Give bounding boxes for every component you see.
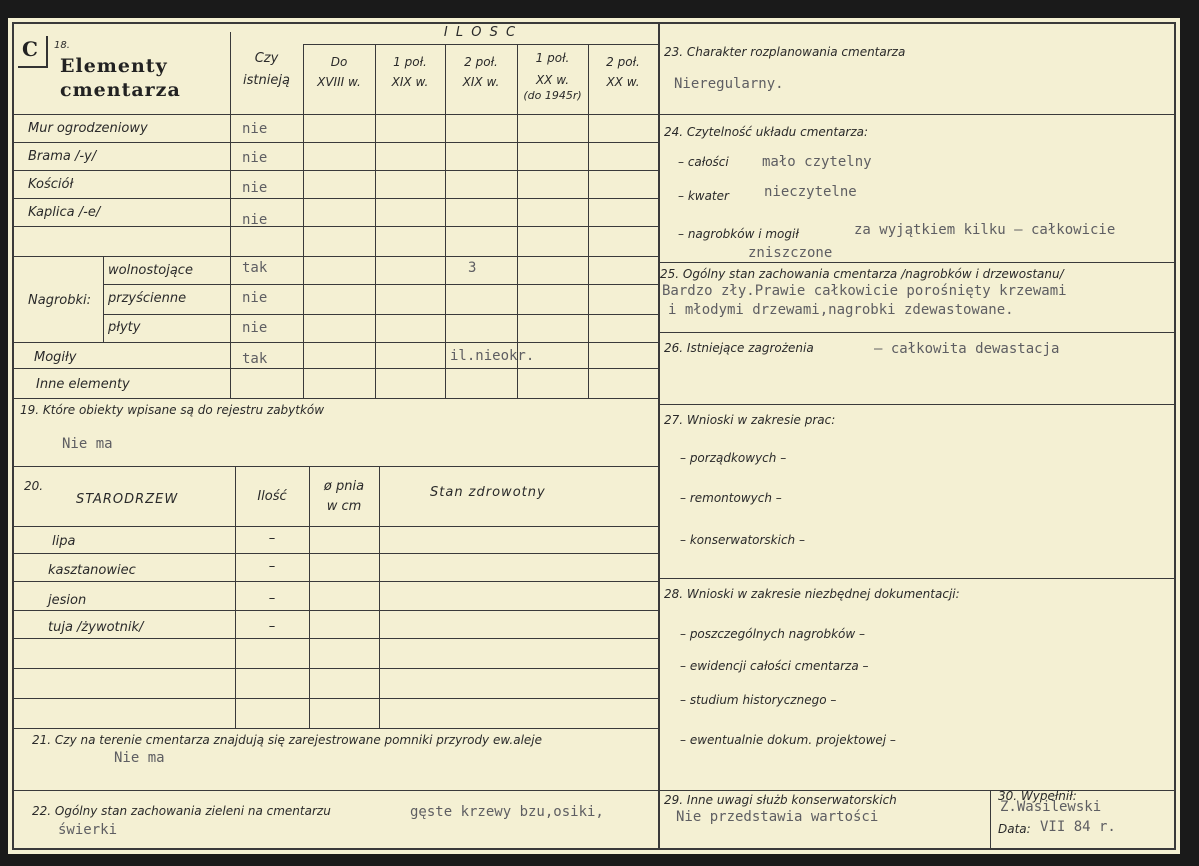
field28-item: – poszczególnych nagrobków – (680, 627, 866, 641)
period-header: Do (330, 55, 348, 69)
field21-label: 21. Czy na terenie cmentarza znajdują się zarejestrowane pomniki przyrody ew.aleje (32, 733, 543, 747)
divider (660, 262, 1176, 263)
table-title-line2: cmentarza (60, 79, 181, 101)
divider (14, 342, 658, 343)
row-value: nie (242, 150, 268, 166)
divider (660, 332, 1176, 333)
left-border (12, 22, 14, 850)
divider (14, 466, 658, 467)
period-header: XX w. (606, 75, 640, 89)
field24-value: mało czytelny (762, 154, 872, 170)
tree-count: – (268, 591, 276, 606)
center-divider (658, 22, 660, 850)
divider (14, 114, 658, 115)
divider (14, 728, 658, 729)
row-label: płyty (108, 320, 141, 335)
row-value: nie (242, 121, 268, 137)
field25-value: Bardzo zły.Prawie całkowicie porośnięty krzewami (662, 283, 1067, 299)
field29-value: Nie przedstawia wartości (676, 809, 879, 825)
bottom-border (12, 848, 1176, 850)
field24-item: – całości (678, 155, 729, 169)
divider (14, 256, 658, 257)
tree-name: jesion (48, 593, 87, 608)
field20-number: 20. (24, 479, 44, 493)
period-header: XIX w. (462, 75, 500, 89)
row-label: przyścienne (108, 291, 187, 306)
right-border (1174, 22, 1176, 850)
tree-count: – (268, 531, 276, 546)
top-border (12, 22, 1176, 24)
row-count: 3 (468, 260, 477, 276)
col-health-header: Stan zdrowotny (430, 485, 546, 500)
row-value: nie (242, 320, 268, 336)
divider (14, 226, 658, 227)
divider (445, 44, 446, 398)
field24-item: – kwater (678, 189, 729, 203)
tree-count: – (268, 619, 276, 634)
field24-value: zniszczone (748, 245, 833, 261)
section-letter: C (22, 37, 39, 61)
divider (103, 314, 658, 315)
divider (14, 198, 658, 199)
field22-label: 22. Ogólny stan zachowania zieleni na cmentarzu (32, 804, 331, 818)
field19-value: Nie ma (62, 436, 113, 452)
divider (103, 284, 658, 285)
field30-name: Z.Wasilewski (1000, 799, 1102, 815)
ilosc-header: I L O S C (443, 25, 518, 40)
field23-value: Nieregularny. (674, 76, 784, 92)
period-header: 2 poł. (464, 55, 498, 69)
tree-name: tuja /żywotnik/ (48, 620, 144, 635)
row-label: Kaplica /-e/ (28, 205, 101, 220)
divider (14, 398, 658, 399)
field24-label: 24. Czytelność układu cmentarza: (664, 125, 869, 139)
row-label: Brama /-y/ (28, 149, 97, 164)
nagrobki-label: Nagrobki: (28, 293, 92, 308)
period-header: 1 poł. (535, 51, 570, 65)
divider (14, 698, 658, 699)
divider (588, 44, 589, 398)
field27-item: – konserwatorskich – (680, 533, 805, 547)
divider (14, 526, 658, 527)
row-value: nie (242, 290, 268, 306)
period-header: 2 poł. (606, 55, 640, 69)
divider (303, 44, 658, 45)
field24-value: za wyjątkiem kilku – całkowicie (854, 222, 1116, 238)
tree-count: – (268, 559, 276, 574)
tree-name: lipa (52, 534, 76, 549)
divider (14, 142, 658, 143)
period-header: XX w. (535, 73, 570, 87)
table-title-line1: Elementy (60, 55, 168, 77)
divider (103, 256, 104, 342)
field30-date: VII 84 r. (1040, 819, 1116, 835)
field-number: 18. (54, 40, 70, 51)
field28-item: – ewidencji całości cmentarza – (680, 659, 869, 673)
field29-label: 29. Inne uwagi służb konserwatorskich (664, 793, 897, 807)
field27-label: 27. Wnioski w zakresie prac: (664, 413, 836, 427)
field27-item: – remontowych – (680, 491, 782, 505)
divider (303, 44, 304, 398)
divider (14, 668, 658, 669)
col-diam-header: w cm (326, 499, 362, 514)
field22-value: gęste krzewy bzu,osiki, (410, 804, 604, 820)
field25-value: i młodymi drzewami,nagrobki zdewastowane. (668, 302, 1014, 318)
divider (14, 581, 658, 582)
field30-date-label: Data: (998, 822, 1031, 836)
row-label: Inne elementy (36, 377, 130, 392)
row-label: Mur ogrodzeniowy (28, 121, 148, 136)
divider (14, 638, 658, 639)
field25-label: 25. Ogólny stan zachowania cmentarza /nagrobków i drzewostanu/ (660, 267, 1064, 281)
record-card (8, 18, 1180, 854)
field26-value: – całkowita dewastacja (874, 341, 1060, 357)
row-value: nie (242, 212, 268, 228)
divider (14, 170, 658, 171)
col-exists-header: Czy (254, 51, 279, 66)
col-exists-header: istnieją (243, 73, 290, 88)
divider (660, 578, 1176, 579)
divider (14, 368, 658, 369)
row-value: tak (242, 260, 268, 276)
period-header: (do 1945r) (523, 89, 582, 102)
divider (379, 466, 380, 728)
divider (14, 553, 658, 554)
field27-item: – porządkowych – (680, 451, 787, 465)
period-header: XVIII w. (317, 75, 361, 89)
field24-item: – nagrobków i mogił (678, 227, 799, 241)
period-header: 1 poł. (393, 55, 427, 69)
field19-label: 19. Które obiekty wpisane są do rejestru zabytków (20, 403, 325, 417)
divider (660, 404, 1176, 405)
period-header: XIX w. (391, 75, 429, 89)
field23-label: 23. Charakter rozplanowania cmentarza (664, 45, 906, 59)
divider (14, 610, 658, 611)
field20-title: STARODRZEW (76, 492, 179, 507)
col-count-header: Ilość (257, 489, 287, 504)
row-label: Kościół (28, 177, 74, 192)
field28-item: – studium historycznego – (680, 693, 837, 707)
field21-value: Nie ma (114, 750, 165, 766)
divider (375, 44, 376, 398)
field28-item: – ewentualnie dokum. projektowej – (680, 733, 896, 747)
tree-name: kasztanowiec (48, 563, 136, 578)
divider (660, 114, 1176, 115)
field30-label: 30. Wypełnił: (998, 789, 1077, 803)
divider (990, 790, 991, 850)
row-value: nie (242, 180, 268, 196)
field22-value: świerki (58, 822, 118, 838)
row-value: tak (242, 351, 268, 367)
row-count: il.nieokr. (450, 348, 535, 364)
field26-label: 26. Istniejące zagrożenia (664, 341, 814, 355)
row-label: Mogiły (34, 350, 77, 365)
field24-value: nieczytelne (764, 184, 857, 200)
col-diam-header: ø pnia (323, 479, 365, 494)
field28-label: 28. Wnioski w zakresie niezbędnej dokumentacji: (664, 587, 960, 601)
row-label: wolnostojące (108, 263, 193, 278)
